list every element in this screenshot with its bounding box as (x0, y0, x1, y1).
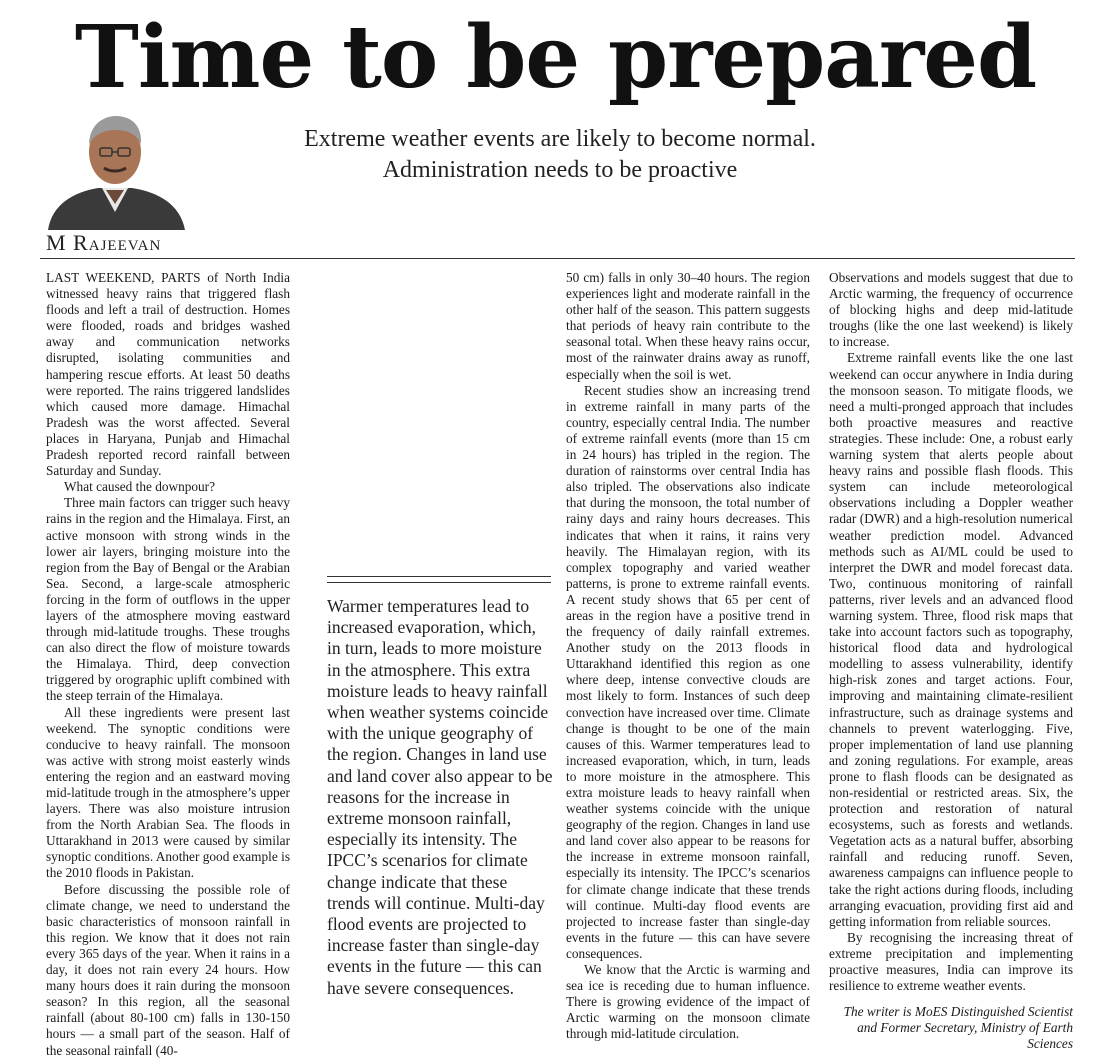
pullquote-rule-bottom (327, 582, 551, 583)
paragraph: We know that the Arctic is warming and sea ice is receding due to human influence. There is growing evidence of the impact of Arctic warming on the monsoon climate through mid-latitude circulation. (566, 962, 810, 1042)
headline: Time to be prepared (74, 7, 1037, 108)
paragraph: Observations and models suggest that due to Arctic warming, the frequency of occurrence of blocking highs and deep mid-latitude troughs (like the one last weekend) is likely to increase. (829, 270, 1073, 350)
paragraph: Three main factors can trigger such heavy rains in the region and the Himalaya. First, an active monsoon with strong winds in the lower air layers, bringing moisture into the region from the Bay of Bengal or the Arabian Sea. Second, a large-scale atmospheric forcing in the form of outflows in the upper layers of the atmosphere moving eastward through mid-latitude troughs. These troughs can also direct the flow of moisture towards the Himalaya. Third, deep convection triggered by orographic uplift combined with the steep terrain of the Himalaya. (46, 495, 290, 704)
paragraph: By recognising the increasing threat of extreme precipitation and implementing proactive measures, India can improve its resilience to extreme weather events. (829, 929, 1073, 994)
article-column-1 (46, 270, 290, 1059)
paragraph: Extreme rainfall events like the one last weekend can occur anywhere in India during the monsoon season. To mitigate floods, we need a multi-pronged approach that includes both proactive measures and reactive strategies. These include: One, a robust early warning system that alerts people about heavy rains and possible flash floods. This system can include meteorological observations including a Doppler weather radar (DWR) and a high-resolution numerical weather prediction model. Advanced methods such as AI/ML could be used to interpret the DWR and model forecast data. Two, continuous monitoring of rainfall patterns, river levels and an advanced flood warning system. Three, flood risk maps that take into account factors such as topography, historical flood data and hydrological modelling to assess vulnerability, identify high-risk zones and target actions. Four, improving and maintaining climate-resilient infrastructure, such as drainage systems and channels to prevent waterlogging. Five, proper implementation of land use planning and zoning regulations. For example, areas prone to flash floods can be designated as non-residential or restricted areas. Six, the protection and restoration of natural ecosystems, such as forests and wetlands. Vegetation acts as a natural buffer, absorbing rainfall and reducing runoff. Seven, awareness campaigns can influence people to take the right actions during floods, including arranging evacuation, providing first aid and getting information from reliable sources. (829, 350, 1073, 929)
paragraph: 50 cm) falls in only 30–40 hours. The region experiences light and moderate rainfall in the other half of the season. This pattern suggests that periods of heavy rain contribute to the seasonal total. When these heavy rains occur, most of the rainwater drains away as runoff, especially when the soil is wet. (566, 270, 810, 382)
article-column-2 (566, 270, 810, 1043)
byline: M Rajeevan (46, 230, 162, 255)
pullquote: Warmer temperatures lead to increased evaporation, which, in turn, leads to more moisture in the atmosphere. This extra moisture leads to heavy rainfall when weather systems coincide with the unique geography of the region. Changes in land use and land cover also appear to be reasons for the increase in extreme monsoon rainfall, especially its intensity. The IPCC’s scenarios for climate change indicate that these trends will continue. Multi-day flood events are projected to increase faster than single-day events in the future — this can have severe consequences. (327, 596, 553, 998)
paragraph: What caused the downpour? (64, 479, 216, 495)
paragraph: Recent studies show an increasing trend in extreme rainfall in many parts of the country, especially central India. The number of extreme rainfall events (more than 15 cm in 24 hours) has tripled in the region. The duration of rainstorms over central India has also tripled. The observations also indicate that during the monsoon, the total number of rainy days and rainy hours decreases. This indicates that when it rains, it rains very heavily. The Himalayan region, with its complex topography and varied weather patterns, is prone to extreme rainfall events. A recent study shows that 65 per cent of areas in the region have a positive trend in the frequency of daily rainfall extremes. Another study on the 2013 floods in Uttarakhand identified this region as one where deep, intense convective clouds are most likely to form. Instances of such deep convection have increased over time. Climate change is thought to be one of the main causes of this. Warmer temperatures lead to increased evaporation, which, in turn, leads to more moisture in the atmosphere. This extra moisture leads to heavy rainfall when weather systems coincide with the unique geography of the region. Changes in land use and land cover also appear to be reasons for the increase in extreme monsoon rainfall, especially its intensity. The IPCC’s scenarios for climate change indicate that these trends will continue. Multi-day flood events are projected to increase faster than single-day events in the future — this can have severe consequences. (566, 382, 810, 961)
author-credit: The writer is MoES Distinguished Scientist and Former Secretary, Ministry of Earth Sciences (843, 1004, 1073, 1052)
deck: Extreme weather events are likely to become normal. Administration needs to be proactive (304, 126, 816, 183)
article-column-3 (829, 270, 1073, 1053)
paragraph: LAST WEEKEND, PARTS of North India witnessed heavy rains that triggered flash floods and left a trail of destruction. Homes were flooded, roads and bridges washed away and communication networks disrupted, isolating communities and hampering rescue efforts. At least 50 deaths were reported. The rains triggered landslides which caused more damage. Himachal Pradesh was the worst affected. Several places in Haryana, Punjab and Himachal Pradesh reported record rainfall between Saturday and Sunday. (46, 270, 290, 479)
paragraph: Before discussing the possible role of climate change, we need to understand the basic characteristics of monsoon rainfall in this region. We know that it does not rain every 365 days of the year. When it rains in a day, it does not rain every 24 hours. How many hours does it rain during the monsoon season? In this region, all the seasonal rainfall (about 80-100 cm) falls in 130-150 hours — a small part of the season. Half of the seasonal rainfall (40- (46, 881, 290, 1058)
byline-rule (40, 258, 1075, 259)
author-portrait (40, 108, 190, 230)
pullquote-rule-top (327, 576, 551, 577)
paragraph: All these ingredients were present last weekend. The synoptic conditions were conducive to heavy rainfall. The monsoon was active with strong moist easterly winds entering the region and an eastward moving mid-latitude trough in the atmosphere’s upper layers. There was also moisture intrusion from the North Arabian Sea. The floods in Uttarakhand in 2013 were caused by similar synoptic conditions. Another good example is the 2010 floods in Pakistan. (46, 704, 290, 881)
